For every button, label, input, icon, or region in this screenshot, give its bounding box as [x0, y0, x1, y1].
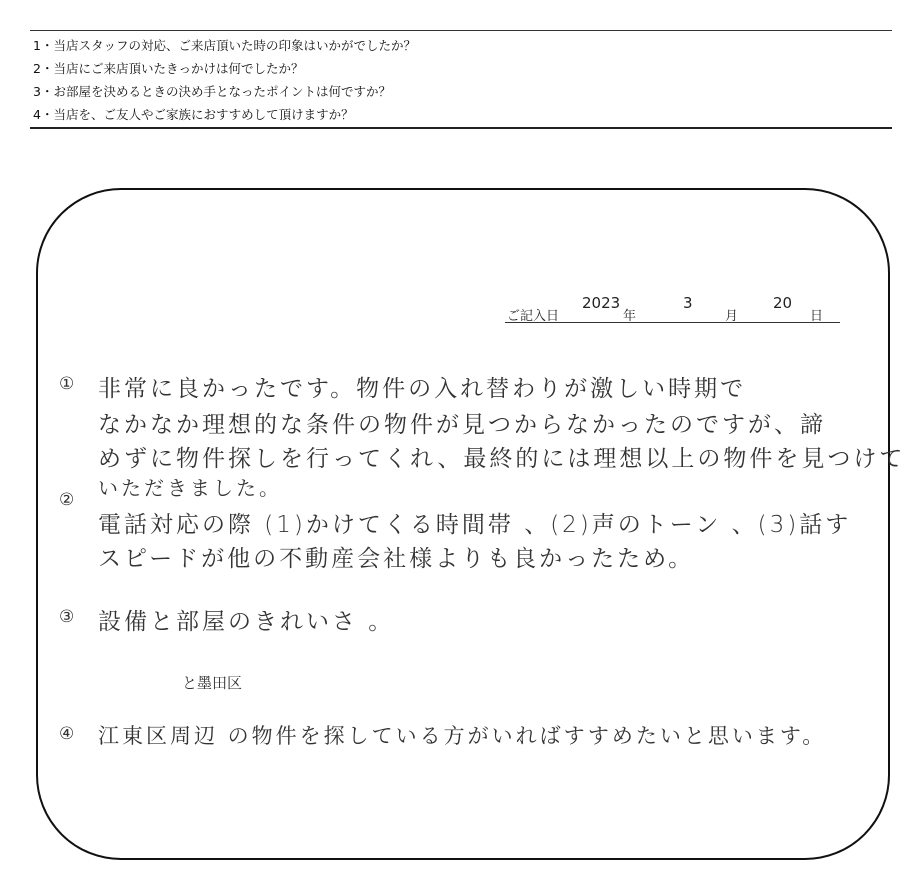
answer-4-line: 江東区周辺 の物件を探している方がいればすすめたいと思います。 [98, 724, 827, 748]
answer-1-marker: ① [59, 374, 75, 394]
answer-4-marker: ④ [59, 724, 75, 744]
date-day: 20 [773, 294, 793, 312]
answer-3-marker: ③ [59, 607, 75, 627]
date-day-unit: 日 [810, 309, 824, 324]
answer-2-line: 電話対応の際 (1)かけてくる時間帯 、(2)声のトーン 、(3)話す [98, 512, 852, 538]
answer-2-marker: ② [59, 490, 75, 510]
answer-2-line: スピードが他の不動産会社様よりも良かったため。 [98, 546, 695, 572]
date-month-unit: 月 [725, 309, 739, 324]
header-bottom-rule [30, 127, 892, 129]
question-3: 3・お部屋を決めるときの決め手となったポイントは何ですか？ [33, 84, 391, 99]
answer-1-line: いただきました。 [98, 476, 282, 500]
question-2: 2・当店にご来店頂いたきっかけは何でしたか？ [33, 61, 304, 76]
header-top-rule [30, 30, 892, 31]
date-month: 3 [683, 294, 693, 312]
question-1: 1・当店スタッフの対応、ご来店頂いた時の印象はいかがでしたか？ [33, 38, 416, 53]
answer-4-insertion: と墨田区 [182, 674, 243, 692]
answer-1-line: 非常に良かったです。物件の入れ替わりが激しい時期で [98, 376, 747, 402]
answer-3-line: 設備と部屋のきれいさ 。 [98, 609, 395, 635]
answer-1-line: めずに物件探しを行ってくれ、最終的には理想以上の物件を見つけて [98, 446, 906, 472]
question-4: 4・当店を、ご友人やご家族におすすめして頂けますか？ [33, 107, 354, 122]
date-label: ご記入日 [507, 309, 560, 324]
date-year: 2023 [582, 294, 621, 312]
answer-1-line: なかなか理想的な条件の物件が見つからなかったのですが、諦 [98, 412, 826, 438]
date-year-unit: 年 [623, 309, 637, 324]
entry-date [505, 294, 840, 324]
